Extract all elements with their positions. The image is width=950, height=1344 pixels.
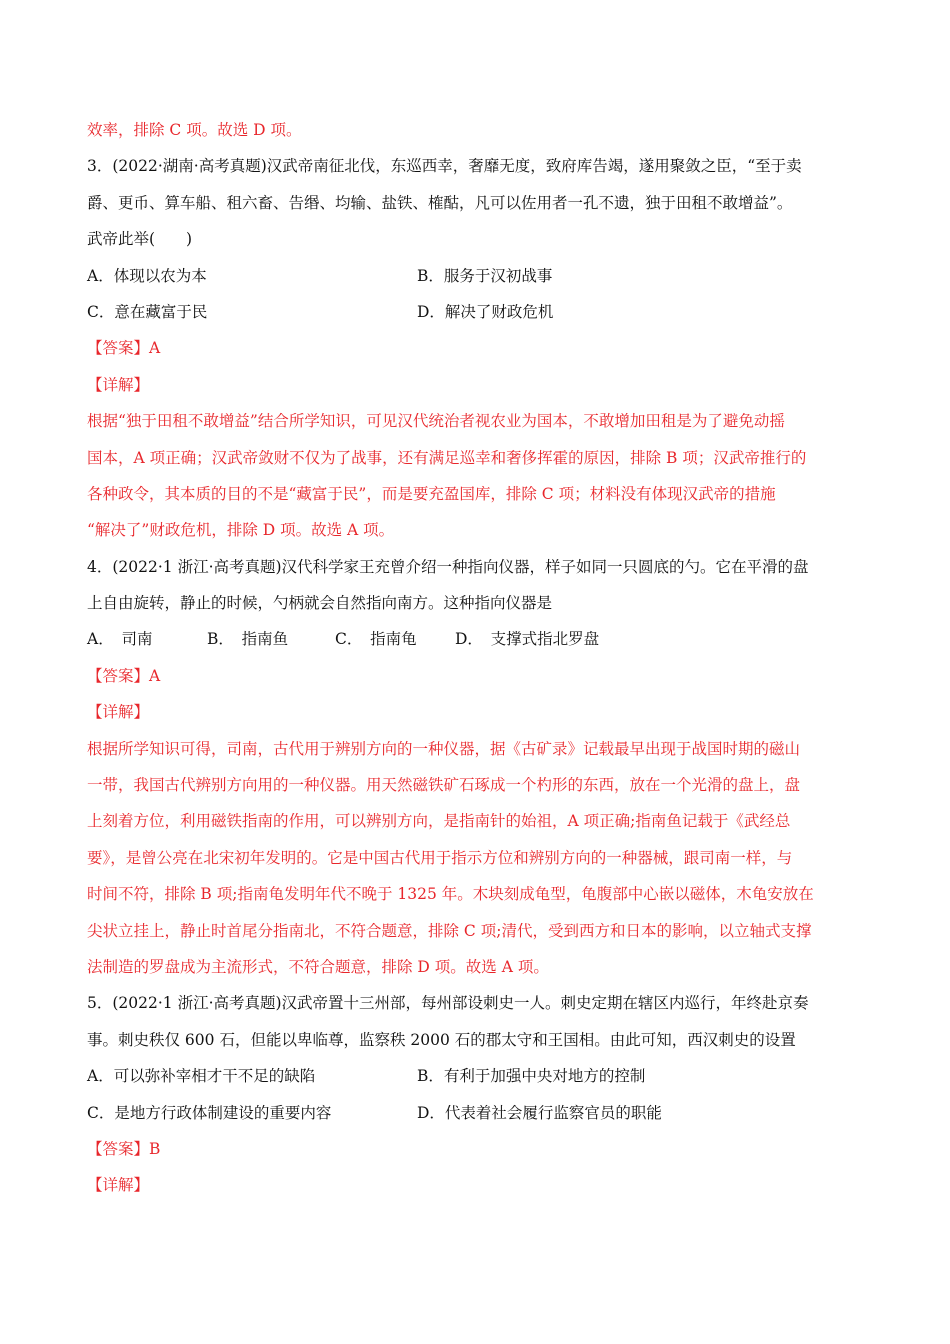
q3-detail-line: “解决了”财政危机，排除 D 项。故选 A 项。	[87, 521, 395, 540]
q3-stem-line: 武帝此举( )	[87, 230, 193, 249]
q4-stem-line: 4．(2022·1 浙江·高考真题)汉代科学家王充曾介绍一种指向仪器，样子如同一只圆底的勺。它在平滑的盘	[87, 557, 809, 576]
q4-detail-line: 法制造的罗盘成为主流形式，不符合题意，排除 D 项。故选 A 项。	[87, 957, 549, 976]
question-5	[87, 985, 867, 1203]
q3-option-d: D．解决了财政危机	[417, 302, 554, 321]
q3-stem-line: 3．(2022·湖南·高考真题)汉武帝南征北伐，东巡西幸，奢靡无度，致府库告竭，遂用聚敛之臣，“至于卖	[87, 157, 802, 176]
q3-options-row	[87, 258, 867, 294]
q5-option-a: A．可以弥补宰相才干不足的缺陷	[87, 1067, 316, 1086]
q4-option-d: D． 支撑式指北罗盘	[455, 630, 600, 649]
q5-options-row	[87, 1095, 867, 1131]
q3-stem-line: 爵、更币、算车船、租六畜、告缗、均输、盐铁、榷酤，凡可以佐用者一孔不遗，独于田租不敢增益”。	[87, 193, 793, 212]
prev-answer-tail: 效率，排除 C 项。故选 D 项。	[87, 121, 302, 139]
q5-option-b: B．有利于加强中央对地方的控制	[417, 1067, 646, 1086]
q3-detail-line: 各种政令，其本质的目的不是“藏富于民”，而是要充盈国库，排除 C 项；材料没有体现汉武帝的措施	[87, 484, 776, 503]
q5-answer: 【答案】B	[87, 1139, 161, 1158]
q4-option-b: B． 指南鱼	[207, 630, 289, 649]
q4-option-c: C． 指南龟	[335, 630, 417, 649]
q5-options-row	[87, 1058, 867, 1094]
q4-stem-line: 上自由旋转，静止的时候，勺柄就会自然指向南方。这种指向仪器是	[87, 594, 553, 613]
q5-option-d: D．代表着社会履行监察官员的职能	[417, 1103, 662, 1122]
q3-option-c: C．意在藏富于民	[87, 302, 208, 321]
q3-detail-line: 国本，A 项正确；汉武帝敛财不仅为了战事，还有满足巡幸和奢侈挥霍的原因，排除 B 项；汉武帝推行的	[87, 448, 807, 467]
q4-detail-line: 根据所学知识可得，司南，古代用于辨别方向的一种仪器，据《古矿录》记载最早出现于战国时期的磁山	[87, 739, 801, 758]
q4-detail-line: 上刻着方位，利用磁铁指南的作用，可以辨别方向，是指南针的始祖，A 项正确;指南鱼记载于《武经总	[87, 812, 791, 831]
q5-stem-line: 5．(2022·1 浙江·高考真题)汉武帝置十三州部，每州部设刺史一人。刺史定期在辖区内巡行，年终赴京奏	[87, 994, 809, 1013]
question-3	[87, 148, 867, 548]
document-page	[87, 112, 867, 1204]
q4-option-a: A． 司南	[87, 630, 153, 649]
q5-option-c: C．是地方行政体制建设的重要内容	[87, 1103, 332, 1122]
q3-options-row	[87, 294, 867, 330]
q3-option-a: A．体现以农为本	[87, 266, 207, 285]
q3-answer: 【答案】A	[87, 339, 161, 358]
q3-option-b: B．服务于汉初战事	[417, 266, 553, 285]
q4-answer: 【答案】A	[87, 666, 161, 685]
q4-options-row	[87, 621, 867, 657]
question-4	[87, 549, 867, 986]
q4-detail-line: 一带，我国古代辨别方向用的一种仪器。用天然磁铁矿石琢成一个杓形的东西，放在一个光滑的盘上，盘	[87, 776, 801, 795]
q3-detail-label: 【详解】	[87, 375, 150, 394]
q5-stem-line: 事。刺史秩仅 600 石，但能以卑临尊，监察秩 2000 石的郡太守和王国相。由此可知，西汉刺史的设置	[87, 1030, 796, 1049]
q4-detail-label: 【详解】	[87, 703, 150, 722]
q4-detail-line: 要》，是曾公亮在北宋初年发明的。它是中国古代用于指示方位和辨别方向的一种器械，跟司南一样，与	[87, 848, 793, 867]
q4-detail-line: 尖状立挂上，静止时首尾分指南北，不符合题意，排除 C 项;清代，受到西方和日本的影响，以立轴式支撑	[87, 921, 812, 940]
q3-detail-line: 根据“独于田租不敢增益”结合所学知识，可见汉代统治者视农业为国本，不敢增加田租是为了避免动摇	[87, 412, 785, 431]
q4-detail-line: 时间不符，排除 B 项;指南龟发明年代不晚于 1325 年。木块刻成龟型，龟腹部中心嵌以磁体，木龟安放在	[87, 885, 814, 904]
q5-detail-label: 【详解】	[87, 1176, 150, 1195]
